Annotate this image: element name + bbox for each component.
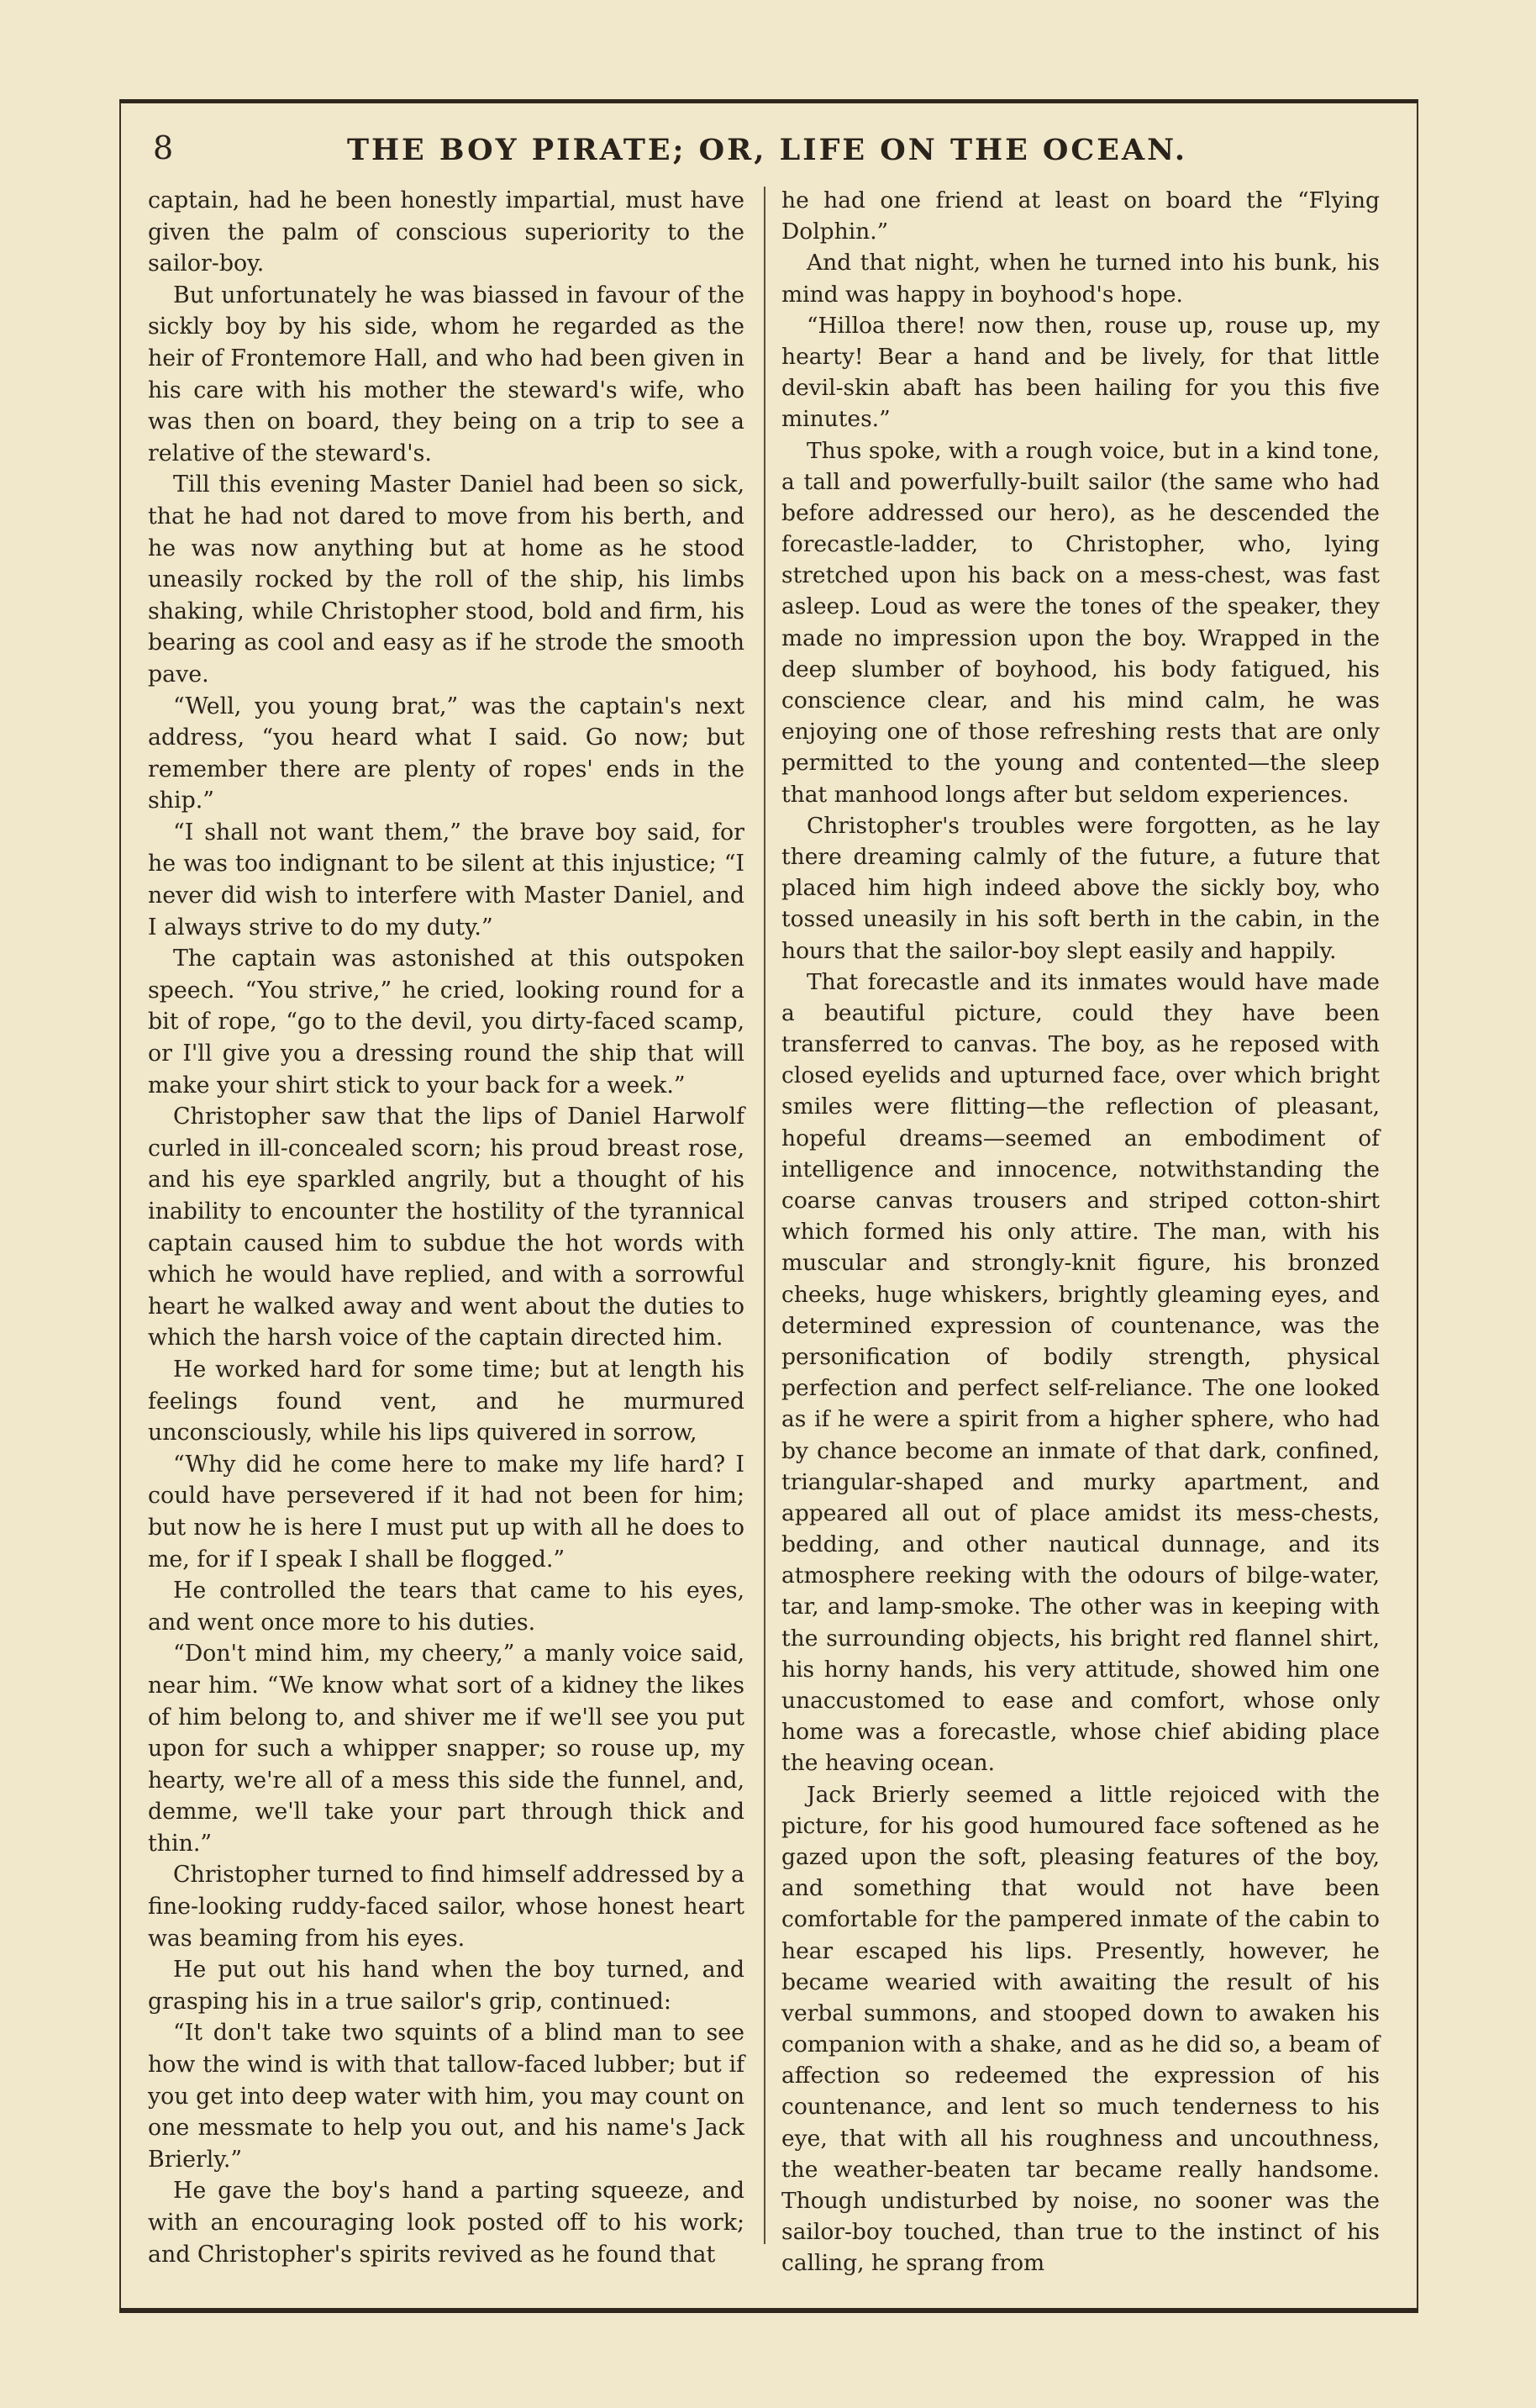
paragraph: He controlled the tears that came to his eyes, and went once more to his duties.	[148, 1578, 744, 1636]
paragraph: He put out his hand when the boy turned, and grasping his in a true sailor's grip, continued:	[148, 1957, 744, 2015]
left-column	[148, 185, 744, 2270]
paragraph: “It don't take two squints of a blind man to see how the wind is with that tallow-faced lubber; but if you get into deep water with him, you may count on one messmate to help you out, and his name's Jack Brierly.”	[148, 2020, 744, 2173]
paragraph: And that night, when he turned into his bunk, his mind was happy in boyhood's hope.	[781, 250, 1380, 308]
paragraph: “Why did he come here to make my life hard? I could have persevered if it had not been for him; but now he is here I must put up with all he does to me, for if I speak I shall be flogged.”	[148, 1451, 744, 1573]
paragraph: Christopher turned to find himself addressed by a fine-looking ruddy-faced sailor, whose honest heart was beaming from his eyes.	[148, 1862, 744, 1952]
right-column	[781, 185, 1380, 2279]
paragraph: “Well, you young brat,” was the captain's next address, “you heard what I said. Go now; but remember there are plenty of ropes' ends in the ship.”	[148, 693, 744, 814]
running-title: THE BOY PIRATE; OR, LIFE ON THE OCEAN.	[346, 133, 1188, 167]
paragraph: But unfortunately he was biassed in favour of the sickly boy by his side, whom he regarded as the heir of Frontemore Hall, and who had been given in his care with his mother the steward's wife, who was then on board, they being on a trip to see a relative of the steward's.	[148, 282, 744, 466]
paragraph: “Hilloa there! now then, rouse up, rouse up, my hearty! Bear a hand and be lively, for that little devil-skin abaft has been hailing for you this five minutes.”	[781, 312, 1380, 433]
paragraph: Till this evening Master Daniel had been so sick, that he had not dared to move from his berth, and he was now anything but at home as he stood uneasily rocked by the roll of the ship, his limbs shaking, while Christopher stood, bold and firm, his bearing as cool and easy as if he strode the smooth pave.	[148, 472, 744, 688]
paragraph: Jack Brierly seemed a little rejoiced with the picture, for his good humoured face softened as he gazed upon the soft, pleasing features of the boy, and something that would not have been comfortable for the pampered inmate of the cabin to hear escaped his lips. Presently, however, he became wearied with awaiting the result of his verbal summons, and stooped down to awaken his companion with a shake, and as he did so, a beam of affection so redeemed the expression of his countenance, and lent so much tenderness to his eye, that with all his roughness and uncouthness, the weather-beaten tar became really handsome. Though undisturbed by noise, no sooner was the sailor-boy touched, than true to the instinct of his calling, he sprang from	[781, 1781, 1380, 2277]
page-number: 8	[153, 129, 174, 166]
bottom-rule	[119, 2308, 1418, 2313]
paragraph: He worked hard for some time; but at length his feelings found vent, and he murmured unconsciously, while his lips quivered in sorrow,	[148, 1356, 744, 1446]
paragraph: That forecastle and its inmates would have made a beautiful picture, could they have been transferred to canvas. The boy, as he reposed with closed eyelids and upturned face, over which bright smiles were flitting—the reflection of pleasant, hopeful dreams—seemed an embodiment of intelligence and innocence, notwithstanding the coarse canvas trousers and striped cotton-shirt which formed his only attire. The man, with his muscular and strongly-knit figure, his bronzed cheeks, huge whiskers, brightly gleaming eyes, and determined expression of countenance, was the personification of bodily strength, physical perfection and perfect self-reliance. The one looked as if he were a spirit from a higher sphere, who had by chance become an inmate of that dark, confined, triangular-shaped and murky apartment, and appeared all out of place amidst its mess-chests, bedding, and other nautical dunnage, and its atmosphere reeking with the odours of bilge-water, tar, and lamp-smoke. The other was in keeping with the surrounding objects, his bright red flannel shirt, his horny hands, his very attitude, showed him one unaccustomed to ease and comfort, whose only home was a forecastle, whose chief abiding place the heaving ocean.	[781, 968, 1380, 1777]
paragraph: He gave the boy's hand a parting squeeze, and with an encouraging look posted off to his work; and Christopher's spirits revived as he found that	[148, 2178, 744, 2268]
page-header	[119, 126, 1415, 177]
paragraph: Thus spoke, with a rough voice, but in a kind tone, a tall and powerfully-built sailor (the same who had before addressed our hero), as he descended the forecastle-ladder, to Christopher, who, lying stretched upon his back on a mess-chest, was fast asleep. Loud as were the tones of the speaker, they made no impression upon the boy. Wrapped in the deep slumber of boyhood, his body fatigued, his conscience clear, and his mind calm, he was enjoying one of those refreshing rests that are only permitted to the young and contented—the sleep that manhood longs after but seldom experiences.	[781, 437, 1380, 808]
paragraph: Christopher saw that the lips of Daniel Harwolf curled in ill-concealed scorn; his proud breast rose, and his eye sparkled angrily, but a thought of his inability to encounter the hostility of the tyrannical captain caused him to subdue the hot words with which he would have replied, and with a sorrowful heart he walked away and went about the duties to which the harsh voice of the captain directed him.	[148, 1104, 744, 1352]
paragraph: “Don't mind him, my cheery,” a manly voice said, near him. “We know what sort of a kidney the likes of him belong to, and shiver me if we'll see you put upon for such a whipper snapper; so rouse up, my hearty, we're all of a mess this side the funnel, and, demme, we'll take your part through thick and thin.”	[148, 1641, 744, 1857]
column-divider	[764, 187, 765, 2244]
paragraph: The captain was astonished at this outspoken speech. “You strive,” he cried, looking round for a bit of rope, “go to the devil, you dirty-faced scamp, or I'll give you a dressing round the ship that will make your shirt stick to your back for a week.”	[148, 946, 744, 1099]
paragraph: he had one friend at least on board the “Flying Dolphin.”	[781, 187, 1380, 245]
paragraph: Christopher's troubles were forgotten, as he lay there dreaming calmly of the future, a future that placed him high indeed above the sickly boy, who tossed uneasily in his soft berth in the cabin, in the hours that the sailor-boy slept easily and happily.	[781, 812, 1380, 964]
paragraph: captain, had he been honestly impartial, must have given the palm of conscious superiority to the sailor-boy.	[148, 187, 744, 277]
paragraph: “I shall not want them,” the brave boy said, for he was too indignant to be silent at this injustice; “I never did wish to interfere with Master Daniel, and I always strive to do my duty.”	[148, 819, 744, 941]
